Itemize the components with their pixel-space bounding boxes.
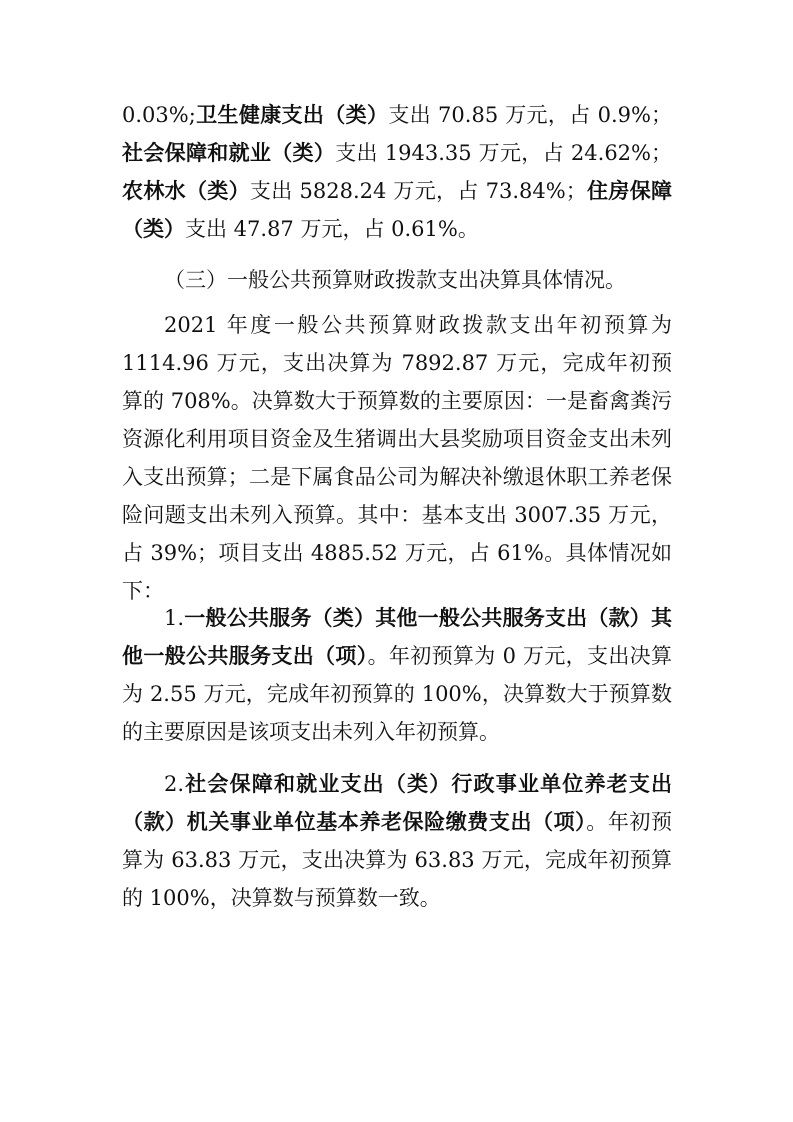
- item-body: 。年初预算为 0 万元，支出决算为 2.55 万元，完成年初预算的 100%，决算数大于预算数的主要原因是该项支出未列入年初预算。: [122, 644, 673, 744]
- paragraph-budget-summary: 2021 年度一般公共预算财政拨款支出年初预算为 1114.96 万元，支出决算为 7892.87 万元，完成年初预算的 708%。决算数大于预算数的主要原因：一是畜禽粪污资源化利用项目资金及生猪调出大县奖励项目资金支出未列入支出预算；二是下属食品公司为解决补缴退休职工养老保险问题支出未列入预算。其中：基本支出 3007.35 万元，占 39%；项目支出 4885.52 万元，占 61%。具体情况如下：: [122, 313, 672, 603]
- item-number: 2.: [164, 772, 185, 796]
- category-housing: 住房保障（类）: [122, 178, 673, 241]
- item-title: 社会保障和就业支出（类）行政事业单位养老支出（款）机关事业单位基本养老保险缴费支出（项）: [122, 771, 672, 834]
- text-span: 支出 5828.24 万元，占 73.84%；: [249, 179, 587, 203]
- category-social-security: 社会保障和就业（类）: [122, 140, 336, 165]
- category-agriculture: 农林水（类）: [122, 178, 250, 203]
- paragraph-expenditure-by-category: [122, 96, 672, 248]
- text-span: 0.03%;: [122, 103, 196, 127]
- section-heading: （三）一般公共预算财政拨款支出决算具体情况。: [164, 268, 626, 292]
- text-span: 支出 70.85 万元，占 0.9%；: [388, 103, 672, 127]
- paragraph-item-2: [122, 765, 672, 917]
- item-body: 。年初预算为 63.83 万元，支出决算为 63.83 万元，完成年初预算的 100%，决算数与预算数一致。: [122, 810, 673, 910]
- category-health: 卫生健康支出（类）: [195, 102, 389, 127]
- item-number: 1.: [164, 606, 185, 630]
- paragraph-item-1: [122, 599, 672, 751]
- item-title: 一般公共服务（类）其他一般公共服务支出（款）其他一般公共服务支出（项）: [122, 605, 672, 668]
- text-span: 支出 1943.35 万元，占 24.62%；: [335, 141, 672, 165]
- text-span: 支出 47.87 万元，占 0.61%。: [185, 217, 479, 241]
